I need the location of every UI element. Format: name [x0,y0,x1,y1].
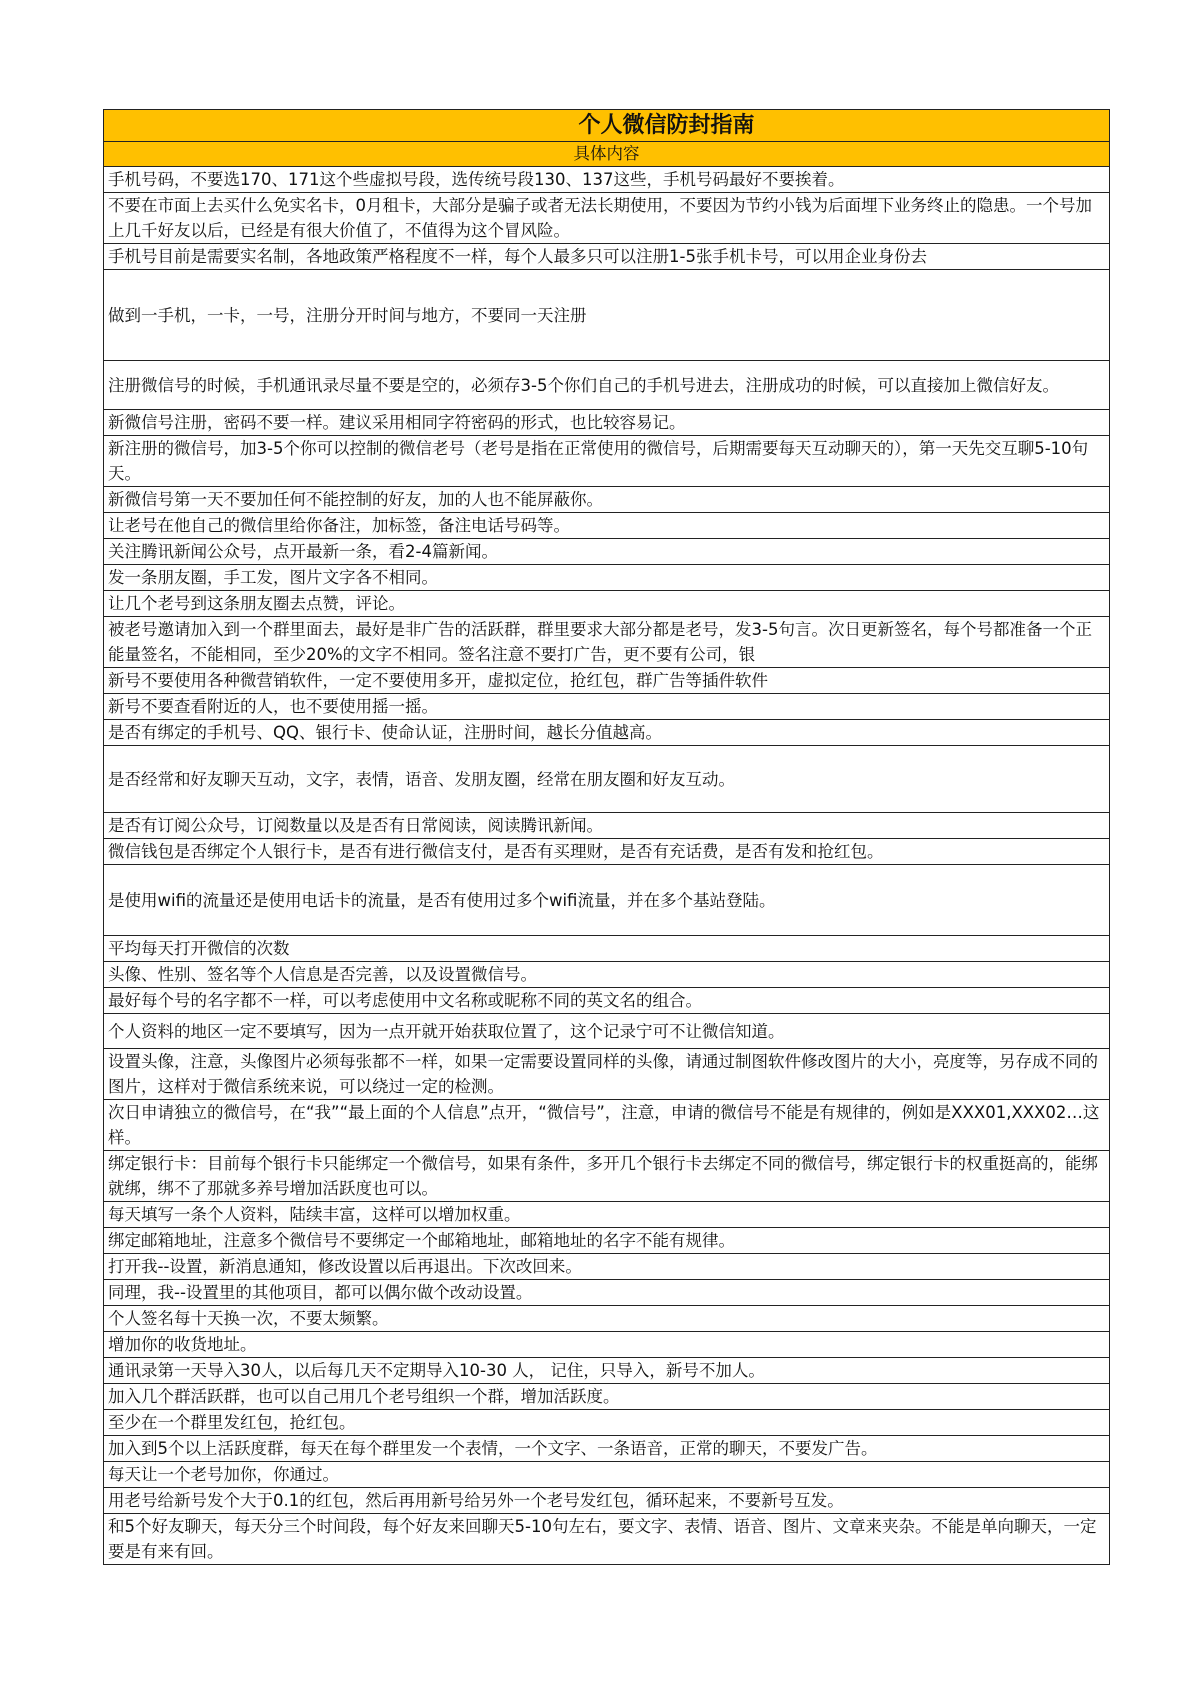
table-row [104,1151,1110,1202]
content-cell[interactable]: 加入几个群活跃群，也可以自己用几个老号组织一个群，增加活跃度。 [104,1384,1110,1410]
content-cell[interactable]: 新微信号注册，密码不要一样。建议采用相同字符密码的形式，也比较容易记。 [104,410,1110,436]
content-cell[interactable]: 新号不要查看附近的人，也不要使用摇一摇。 [104,694,1110,720]
content-cell[interactable]: 是否有绑定的手机号、QQ、银行卡、使命认证，注册时间，越长分值越高。 [104,720,1110,746]
content-cell[interactable]: 每天让一个老号加你，你通过。 [104,1462,1110,1488]
header-row [104,142,1110,167]
table-row [104,668,1110,694]
content-cell[interactable]: 新微信号第一天不要加任何不能控制的好友，加的人也不能屏蔽你。 [104,487,1110,513]
table-row [104,565,1110,591]
content-cell[interactable]: 打开我--设置，新消息通知，修改设置以后再退出。下次改回来。 [104,1254,1110,1280]
table-row [104,1228,1110,1254]
table-row [104,1049,1110,1100]
content-cell[interactable]: 个人签名每十天换一次，不要太频繁。 [104,1306,1110,1332]
content-cell[interactable]: 关注腾讯新闻公众号，点开最新一条，看2-4篇新闻。 [104,539,1110,565]
content-cell[interactable]: 次日申请独立的微信号，在“我”“最上面的个人信息”点开，“微信号”，注意，申请的微信号不能是有规律的，例如是XXX01,XXX02…这样。 [104,1100,1110,1151]
content-cell[interactable]: 是使用wifi的流量还是使用电话卡的流量，是否有使用过多个wifi流量，并在多个基站登陆。 [104,865,1110,936]
content-cell[interactable]: 加入到5个以上活跃度群，每天在每个群里发一个表情，一个文字、一条语音，正常的聊天，不要发广告。 [104,1436,1110,1462]
content-cell[interactable]: 同理，我--设置里的其他项目，都可以偶尔做个改动设置。 [104,1280,1110,1306]
table-row [104,591,1110,617]
title-row [104,110,1110,142]
content-cell[interactable]: 做到一手机，一卡，一号，注册分开时间与地方，不要同一天注册 [104,270,1110,361]
table-row [104,1462,1110,1488]
content-cell[interactable]: 让老号在他自己的微信里给你备注，加标签，备注电话号码等。 [104,513,1110,539]
table-row [104,988,1110,1014]
table-row [104,962,1110,988]
sheet-title-cell[interactable] [104,110,1110,142]
content-cell[interactable]: 平均每天打开微信的次数 [104,936,1110,962]
table-row [104,410,1110,436]
table-row [104,617,1110,668]
content-cell[interactable]: 新号不要使用各种微营销软件，一定不要使用多开，虚拟定位，抢红包，群广告等插件软件 [104,668,1110,694]
table-row [104,1384,1110,1410]
content-cell[interactable]: 注册微信号的时候，手机通讯录尽量不要是空的，必须存3-5个你们自己的手机号进去，注册成功的时候，可以直接加上微信好友。 [104,361,1110,410]
content-cell[interactable]: 通讯录第一天导入30人，以后每几天不定期导入10-30 人， 记住，只导入，新号不加人。 [104,1358,1110,1384]
content-cell[interactable]: 个人资料的地区一定不要填写，因为一点开就开始获取位置了，这个记录宁可不让微信知道。 [104,1014,1110,1049]
table-row [104,436,1110,487]
table-row [104,746,1110,813]
table-row [104,193,1110,244]
content-cell[interactable]: 是否有订阅公众号，订阅数量以及是否有日常阅读，阅读腾讯新闻。 [104,813,1110,839]
table-row [104,539,1110,565]
content-cell[interactable]: 微信钱包是否绑定个人银行卡，是否有进行微信支付，是否有买理财，是否有充话费，是否有发和抢红包。 [104,839,1110,865]
table-row [104,361,1110,410]
table-row [104,865,1110,936]
content-cell[interactable]: 发一条朋友圈，手工发，图片文字各不相同。 [104,565,1110,591]
table-row [104,1306,1110,1332]
content-cell[interactable]: 用老号给新号发个大于0.1的红包，然后再用新号给另外一个老号发红包，循环起来，不要新号互发。 [104,1488,1110,1514]
table-row [104,1358,1110,1384]
sheet-title: 个人微信防封指南 [578,112,755,138]
content-cell[interactable]: 是否经常和好友聊天互动，文字，表情，语音、发朋友圈，经常在朋友圈和好友互动。 [104,746,1110,813]
content-cell[interactable]: 最好每个号的名字都不一样，可以考虑使用中文名称或昵称不同的英文名的组合。 [104,988,1110,1014]
table-row [104,1436,1110,1462]
table-row [104,1488,1110,1514]
table-row [104,1332,1110,1358]
table-row [104,1014,1110,1049]
table-row [104,936,1110,962]
table-row [104,839,1110,865]
content-cell[interactable]: 不要在市面上去买什么免实名卡，0月租卡，大部分是骗子或者无法长期使用，不要因为节约小钱为后面埋下业务终止的隐患。一个号加上几千好友以后，已经是有很大价值了，不值得为这个冒风险。 [104,193,1110,244]
content-cell[interactable]: 被老号邀请加入到一个群里面去，最好是非广告的活跃群，群里要求大部分都是老号，发3-5句言。次日更新签名，每个号都准备一个正能量签名，不能相同，至少20%的文字不相同。签名注意不要打广告，更不要有公司，银 [104,617,1110,668]
content-cell[interactable]: 和5个好友聊天，每天分三个时间段，每个好友来回聊天5-10句左右，要文字、表情、语音、图片、文章来夹杂。不能是单向聊天，一定要是有来有回。 [104,1514,1110,1565]
table-row [104,1100,1110,1151]
content-cell[interactable]: 绑定银行卡：目前每个银行卡只能绑定一个微信号，如果有条件，多开几个银行卡去绑定不同的微信号，绑定银行卡的权重挺高的，能绑就绑，绑不了那就多养号增加活跃度也可以。 [104,1151,1110,1202]
table-row [104,270,1110,361]
column-header[interactable]: 具体内容 [104,142,1110,167]
table-row [104,1410,1110,1436]
content-cell[interactable]: 增加你的收货地址。 [104,1332,1110,1358]
content-cell[interactable]: 至少在一个群里发红包，抢红包。 [104,1410,1110,1436]
content-cell[interactable]: 绑定邮箱地址，注意多个微信号不要绑定一个邮箱地址，邮箱地址的名字不能有规律。 [104,1228,1110,1254]
guide-table [103,109,1110,1565]
table-row [104,720,1110,746]
table-row [104,694,1110,720]
content-cell[interactable]: 新注册的微信号，加3-5个你可以控制的微信老号（老号是指在正常使用的微信号，后期需要每天互动聊天的），第一天先交互聊5-10句天。 [104,436,1110,487]
table-row [104,1254,1110,1280]
content-cell[interactable]: 手机号目前是需要实名制，各地政策严格程度不一样，每个人最多只可以注册1-5张手机卡号，可以用企业身份去 [104,244,1110,270]
table-row [104,1514,1110,1565]
table-row [104,167,1110,193]
table-row [104,1280,1110,1306]
content-cell[interactable]: 头像、性别、签名等个人信息是否完善，以及设置微信号。 [104,962,1110,988]
table-row [104,813,1110,839]
content-cell[interactable]: 设置头像，注意，头像图片必须每张都不一样，如果一定需要设置同样的头像，请通过制图软件修改图片的大小，亮度等，另存成不同的图片，这样对于微信系统来说，可以绕过一定的检测。 [104,1049,1110,1100]
table-row [104,1202,1110,1228]
table-row [104,487,1110,513]
table-row [104,244,1110,270]
content-cell[interactable]: 让几个老号到这条朋友圈去点赞，评论。 [104,591,1110,617]
content-cell[interactable]: 手机号码，不要选170、171这个些虚拟号段，选传统号段130、137这些，手机号码最好不要挨着。 [104,167,1110,193]
table-row [104,513,1110,539]
content-cell[interactable]: 每天填写一条个人资料，陆续丰富，这样可以增加权重。 [104,1202,1110,1228]
